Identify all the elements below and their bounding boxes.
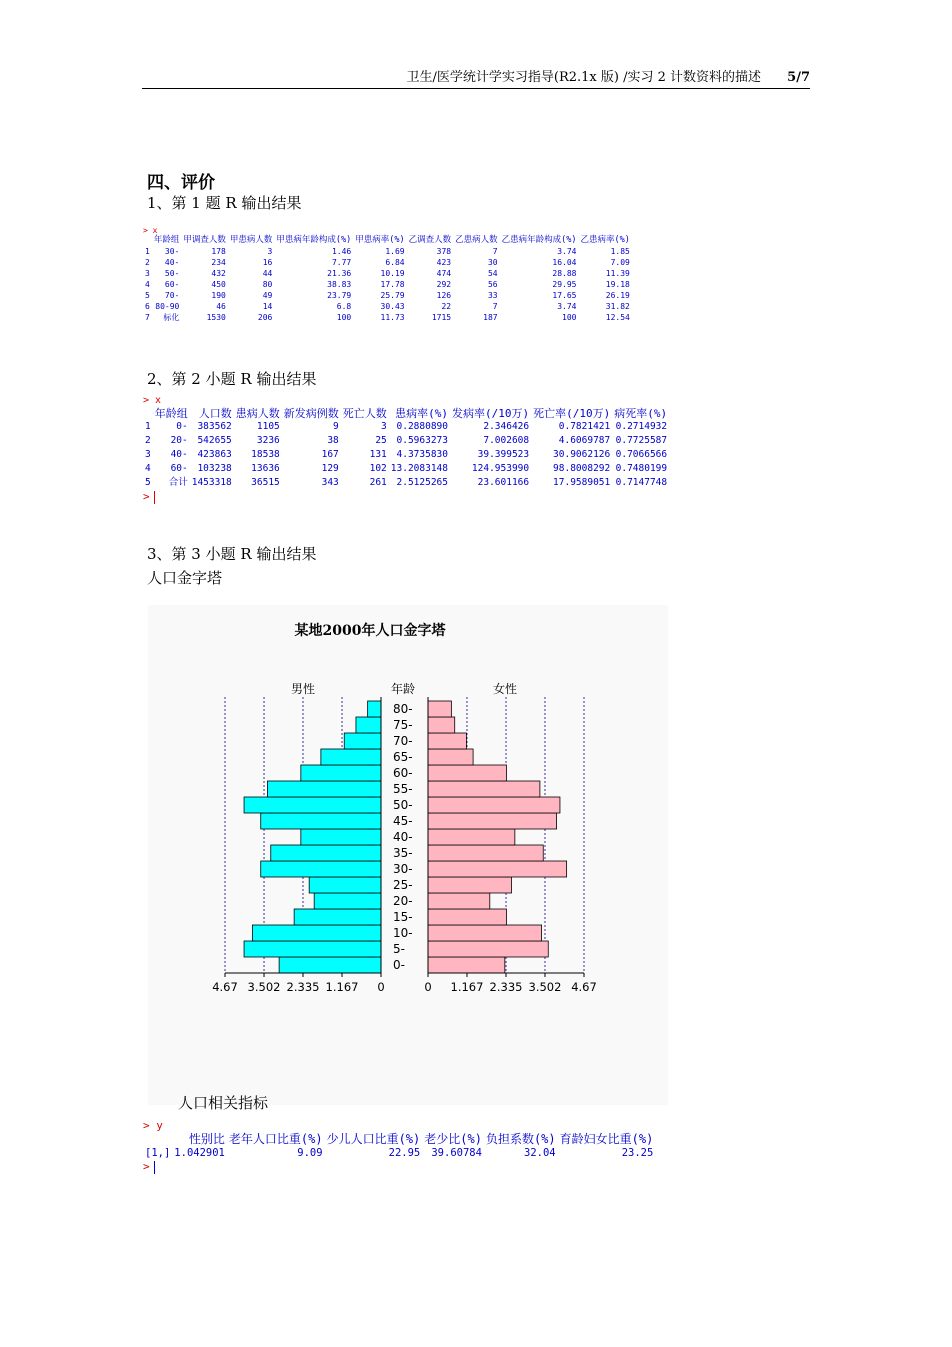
table-cell: 1.46 [331, 246, 352, 256]
bar-male [244, 941, 381, 957]
table-cell: 11.73 [380, 312, 405, 322]
bar-female [428, 781, 540, 797]
table-cell: 25 [375, 435, 387, 447]
age-tick-label: 25- [393, 878, 413, 892]
table-row [143, 1146, 655, 1160]
table-cell: 44 [262, 268, 273, 278]
age-tick-label: 70- [393, 734, 413, 748]
table-cell: 474 [436, 268, 452, 278]
column-header: 患病人数 [235, 406, 280, 420]
column-header: 年龄组 [153, 235, 180, 246]
table-cell: 13636 [251, 463, 280, 475]
table-cell: 54 [487, 268, 498, 278]
table-cell: 423 [436, 257, 452, 267]
table-cell: 25.79 [380, 290, 405, 300]
table-cell: 6.84 [385, 257, 405, 267]
table-cell: 103238 [197, 463, 232, 475]
column-header: 新发病例数 [283, 406, 339, 420]
table-cell: 0.7066566 [615, 449, 668, 461]
bar-female [428, 717, 455, 733]
table-cell: 1.85 [610, 246, 630, 256]
bar-male [252, 925, 381, 941]
table-cell: 23.79 [327, 290, 352, 300]
table-cell: 70- [164, 290, 180, 300]
table-cell: 38 [327, 435, 339, 447]
table-cell: 343 [321, 477, 339, 489]
column-header: 甲患病率(%) [355, 235, 405, 246]
table-row [143, 268, 632, 279]
table-cell: 124.953990 [471, 463, 530, 475]
table-cell: 234 [211, 257, 226, 267]
table-cell: 38.83 [327, 279, 352, 289]
table-cell: 1453318 [191, 477, 232, 489]
table-cell: 标化 [163, 312, 180, 322]
table-cell: 11.39 [605, 268, 630, 278]
table-cell: 4 [145, 279, 150, 289]
table-cell: 18538 [251, 449, 280, 461]
bar-female [428, 813, 557, 829]
table-cell: 1105 [256, 421, 280, 433]
x-tick-label-right: 1.167 [450, 980, 484, 994]
table-cell: 29.95 [552, 279, 577, 289]
age-tick-label: 15- [393, 910, 413, 924]
table-cell: 7 [492, 246, 498, 256]
column-header: 乙调查人数 [408, 235, 452, 246]
table-cell: 46 [216, 301, 226, 311]
table-row [143, 257, 632, 268]
table-cell: 292 [436, 279, 452, 289]
table-cell: 7 [145, 312, 150, 322]
table-cell: 5 [145, 477, 151, 489]
table-cell: 13.2083148 [390, 463, 448, 475]
table-cell: 6 [145, 301, 150, 311]
table-cell: 49 [262, 290, 273, 300]
age-tick-label: 45- [393, 814, 413, 828]
column-header [143, 235, 152, 246]
table-cell: 17.9589051 [553, 477, 611, 489]
table-row [143, 246, 632, 257]
table-cell: 22.95 [388, 1146, 421, 1159]
age-tick-label: 75- [393, 718, 413, 732]
table-row [143, 448, 669, 462]
bar-female [428, 861, 567, 877]
pyramid-svg [148, 605, 668, 1105]
column-header: 病死率(%) [614, 406, 668, 420]
table-cell: 1.042901 [174, 1146, 225, 1159]
bar-male [301, 765, 381, 781]
table-row [143, 462, 669, 476]
column-header: 人口数 [198, 406, 232, 420]
column-header: 负担系数(%) [485, 1132, 556, 1146]
table-cell: 60- [170, 463, 188, 475]
table-cell: 542655 [197, 435, 232, 447]
table-cell: 129 [321, 463, 339, 475]
bar-male [301, 829, 381, 845]
bar-male [309, 877, 381, 893]
table-cell: 3 [381, 421, 387, 433]
x-tick-label-right: 4.67 [571, 980, 597, 994]
table-row [143, 476, 669, 490]
table-cell: 126 [436, 290, 452, 300]
table-cell: 3236 [256, 435, 280, 447]
age-tick-label: 55- [393, 782, 413, 796]
table-cell: 7 [492, 301, 498, 311]
table-cell: 0.7821421 [558, 421, 611, 433]
table-cell: 206 [257, 312, 273, 322]
column-header: 甲患病年龄构成(%) [276, 235, 352, 246]
x-tick-label-left: 0 [377, 980, 385, 994]
q3-prompt-end [143, 1160, 655, 1174]
column-header: 甲患病人数 [229, 235, 273, 246]
column-header: 乙患病率(%) [580, 235, 630, 246]
table-cell: 7.09 [610, 257, 630, 267]
column-header: 患病率(%) [395, 406, 448, 420]
cursor [154, 1161, 156, 1174]
table-cell: 合计 [168, 477, 188, 489]
table-cell: 17.65 [552, 290, 577, 300]
q2-table [143, 406, 669, 490]
table-cell: 30 [487, 257, 498, 267]
age-tick-label: 10- [393, 926, 413, 940]
bar-male [368, 701, 381, 717]
table-cell: 23.25 [621, 1146, 654, 1159]
table-cell: 378 [436, 246, 452, 256]
table-cell: 423863 [197, 449, 232, 461]
table-cell: 450 [211, 279, 226, 289]
x-tick-label-right: 3.502 [528, 980, 562, 994]
q2-prompt: > x [143, 395, 162, 406]
table-cell: 0.7480199 [615, 463, 668, 475]
table-cell: 1 [145, 421, 151, 433]
q3-prompt: > y [143, 1119, 163, 1132]
q1-prompt: > x [143, 226, 158, 235]
table-cell: 3 [145, 268, 150, 278]
table-cell: 1.69 [385, 246, 405, 256]
table-cell: 167 [321, 449, 339, 461]
table-cell: 80 [262, 279, 273, 289]
table-cell: 20- [170, 435, 188, 447]
table-cell: 9 [333, 421, 339, 433]
table-cell: 190 [211, 290, 226, 300]
table-cell: 2 [145, 435, 151, 447]
bar-female [428, 797, 560, 813]
age-tick-label: 65- [393, 750, 413, 764]
bar-female [428, 909, 507, 925]
table-cell: 3 [145, 449, 151, 461]
page-number: 5/7 [787, 70, 810, 85]
center-label: 年龄 [390, 682, 416, 696]
table-cell: 12.54 [605, 312, 630, 322]
column-header: 老年人口比重(%) [228, 1132, 323, 1146]
table-header-row [143, 235, 632, 246]
bar-female [428, 765, 507, 781]
x-tick-label-left: 3.502 [247, 980, 281, 994]
q3-table [143, 1132, 655, 1160]
table-cell: 4.3735830 [396, 449, 448, 461]
column-header: 甲调查人数 [183, 235, 226, 246]
q1-output [143, 226, 632, 323]
table-row [143, 279, 632, 290]
table-cell: 131 [369, 449, 387, 461]
age-tick-label: 40- [393, 830, 413, 844]
table-cell: 14 [262, 301, 273, 311]
table-cell: 0.2714932 [615, 421, 668, 433]
column-header [143, 1132, 172, 1146]
table-header-row [143, 406, 669, 420]
bar-female [428, 829, 515, 845]
bar-male [344, 733, 381, 749]
bar-male [294, 909, 381, 925]
table-cell: 7.77 [331, 257, 352, 267]
table-header-row [143, 1132, 655, 1146]
age-tick-label: 60- [393, 766, 413, 780]
table-cell: 22 [441, 301, 452, 311]
table-row [143, 301, 632, 312]
bar-male [261, 813, 381, 829]
table-cell: 16.04 [552, 257, 577, 267]
age-tick-label: 35- [393, 846, 413, 860]
q1-title: 1、第 1 题 R 输出结果 [147, 194, 302, 212]
bar-male [279, 957, 381, 973]
bar-female [428, 957, 505, 973]
table-cell: 30.9062126 [553, 449, 611, 461]
table-cell: 9.09 [297, 1146, 323, 1159]
table-cell: 31.82 [605, 301, 630, 311]
x-tick-label-left: 2.335 [286, 980, 320, 994]
table-cell: 0.2880890 [396, 421, 448, 433]
cursor [154, 491, 156, 504]
column-header: 乙患病年龄构成(%) [501, 235, 577, 246]
column-header: 死亡率(/10万) [533, 406, 611, 420]
bar-male [321, 749, 381, 765]
column-header: 发病率(/10万) [451, 406, 530, 420]
column-header: 少儿人口比重(%) [326, 1132, 421, 1146]
table-cell: 36515 [251, 477, 280, 489]
table-cell: 432 [211, 268, 226, 278]
age-tick-label: 5- [393, 942, 405, 956]
q1-table [143, 235, 632, 323]
column-header: 老少比(%) [424, 1132, 482, 1146]
table-row [143, 420, 669, 434]
table-cell: 26.19 [605, 290, 630, 300]
table-row [143, 312, 632, 323]
table-cell: 39.60784 [431, 1146, 482, 1159]
table-cell: 261 [369, 477, 387, 489]
age-tick-label: 30- [393, 862, 413, 876]
table-cell: 187 [483, 312, 498, 322]
table-row [143, 290, 632, 301]
bar-male [244, 797, 381, 813]
age-tick-label: 0- [393, 958, 405, 972]
right-label: 女性 [492, 682, 518, 696]
table-cell: 19.18 [605, 279, 630, 289]
table-cell: 30- [164, 246, 180, 256]
bar-male [261, 861, 381, 877]
bar-male [271, 845, 381, 861]
table-cell: 32.04 [524, 1146, 556, 1159]
bar-male [314, 893, 381, 909]
table-cell: 40- [170, 449, 188, 461]
age-tick-label: 20- [393, 894, 413, 908]
table-cell: 102 [369, 463, 387, 475]
table-cell: 60- [164, 279, 180, 289]
table-cell: 40- [164, 257, 180, 267]
q2-prompt-end [143, 490, 669, 504]
table-cell: 30.43 [380, 301, 405, 311]
bar-female [428, 941, 548, 957]
chart-title: 某地2000年人口金字塔 [294, 623, 446, 639]
x-tick-label-left: 4.67 [212, 980, 238, 994]
table-cell: 2.346426 [483, 421, 530, 433]
bar-male [356, 717, 381, 733]
table-cell: 80-90 [155, 301, 180, 311]
table-cell: 178 [211, 246, 226, 256]
column-header: 性别比 [188, 1132, 225, 1146]
indicators-title: 人口相关指标 [178, 1094, 269, 1112]
table-cell: [1,] [145, 1146, 171, 1159]
q2-output [143, 396, 669, 504]
table-cell: 3 [267, 246, 273, 256]
x-tick-label-right: 0 [424, 980, 432, 994]
table-row [143, 434, 669, 448]
table-cell: 23.601166 [477, 477, 530, 489]
bar-female [428, 701, 451, 717]
table-cell: 98.8008292 [553, 463, 611, 475]
table-cell: 17.78 [380, 279, 405, 289]
bar-male [267, 781, 381, 797]
table-cell: 16 [262, 257, 273, 267]
column-header: 育龄妇女比重(%) [559, 1132, 654, 1146]
age-tick-label: 80- [393, 702, 413, 716]
bar-female [428, 749, 473, 765]
table-cell: 3.74 [557, 301, 577, 311]
bar-female [428, 877, 512, 893]
prompt-symbol: > [143, 1160, 150, 1173]
table-cell: 10.19 [380, 268, 405, 278]
table-cell: 50- [164, 268, 180, 278]
x-tick-label-left: 1.167 [325, 980, 359, 994]
table-cell: 1 [145, 246, 150, 256]
table-cell: 0- [176, 421, 188, 433]
table-cell: 39.399523 [477, 449, 530, 461]
table-cell: 2.5125265 [396, 477, 448, 489]
table-cell: 1530 [206, 312, 226, 322]
column-header: 年龄组 [154, 406, 188, 420]
table-cell: 28.88 [552, 268, 577, 278]
table-cell: 33 [487, 290, 498, 300]
q3-subtitle: 人口金字塔 [147, 569, 223, 587]
table-cell: 383562 [197, 421, 232, 433]
table-cell: 3.74 [557, 246, 577, 256]
pyramid-chart [148, 605, 668, 1105]
q3-title: 3、第 3 小题 R 输出结果 [147, 545, 317, 563]
table-cell: 21.36 [327, 268, 352, 278]
table-cell: 0.7147748 [615, 477, 668, 489]
table-cell: 7.002608 [483, 435, 530, 447]
column-header [143, 406, 153, 420]
q3-output [143, 1120, 655, 1174]
table-cell: 6.8 [336, 301, 352, 311]
table-cell: 100 [562, 312, 577, 322]
table-cell: 1715 [431, 312, 452, 322]
column-header: 死亡人数 [342, 406, 387, 420]
table-cell: 5 [145, 290, 150, 300]
page-header [142, 70, 810, 89]
table-cell: 2 [145, 257, 150, 267]
bar-female [428, 845, 543, 861]
age-tick-label: 50- [393, 798, 413, 812]
table-cell: 0.7725587 [615, 435, 668, 447]
table-cell: 4.6069787 [558, 435, 611, 447]
header-text: 卫生/医学统计学实习指导(R2.1x 版) /实习 2 计数资料的描述 [406, 70, 762, 85]
prompt-symbol: > [143, 490, 150, 503]
table-cell: 56 [487, 279, 498, 289]
table-cell: 0.5963273 [396, 435, 448, 447]
x-tick-label-right: 2.335 [489, 980, 523, 994]
bar-female [428, 733, 466, 749]
table-cell: 100 [336, 312, 352, 322]
column-header: 乙患病人数 [455, 235, 498, 246]
bar-female [428, 925, 542, 941]
section-title: 四、评价 [147, 173, 215, 193]
bar-female [428, 893, 490, 909]
table-cell: 4 [145, 463, 151, 475]
left-label: 男性 [290, 682, 316, 696]
q2-title: 2、第 2 小题 R 输出结果 [147, 370, 317, 388]
